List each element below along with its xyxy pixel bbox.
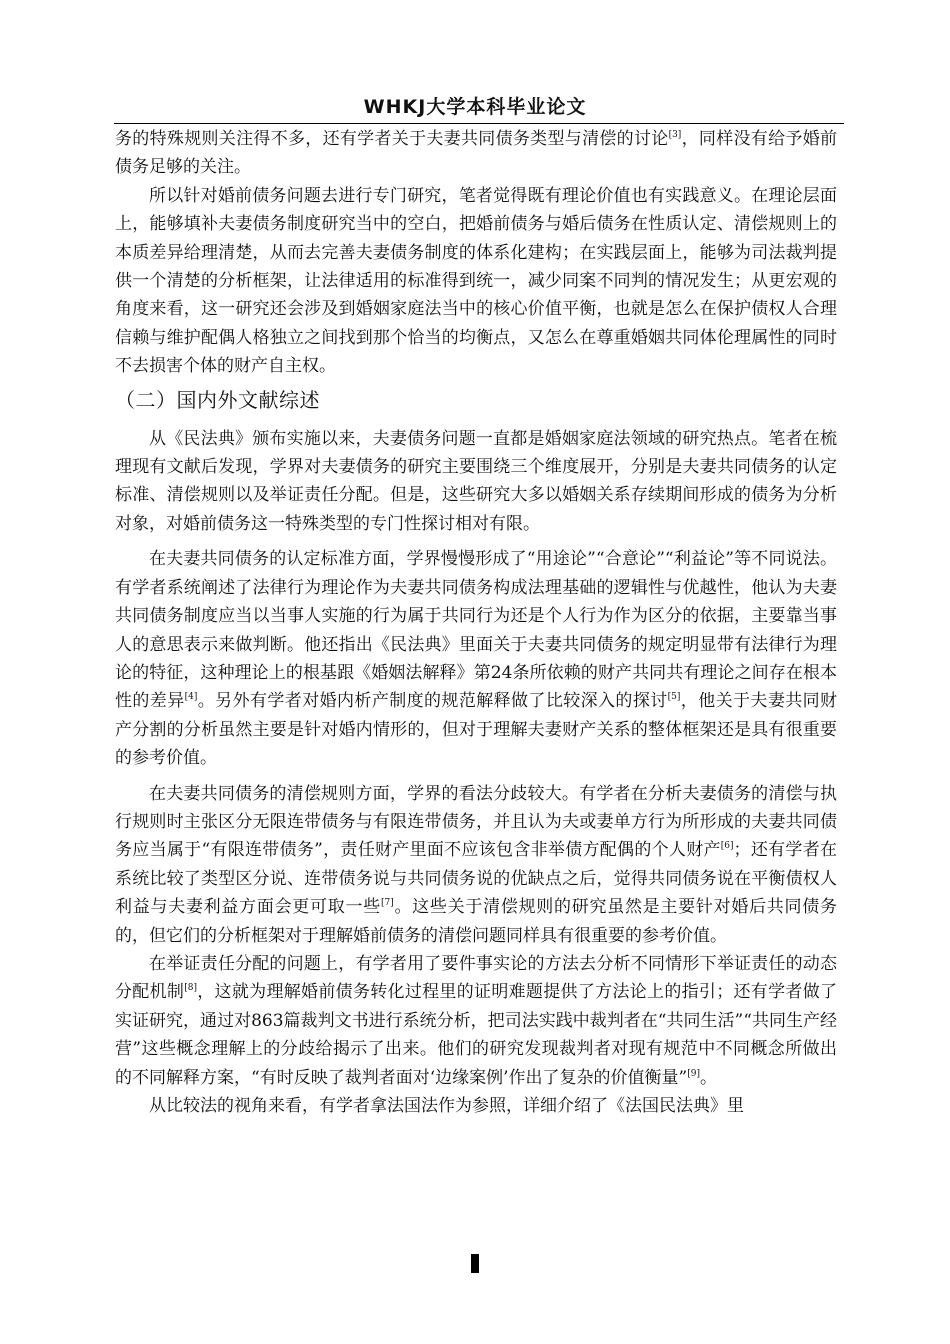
citation-ref: [7] bbox=[380, 898, 394, 909]
citation-ref: [6] bbox=[720, 841, 734, 852]
document-body bbox=[115, 125, 837, 1120]
text-run: 在举证责任分配的问题上，有学者用了要件事实论的方法去分析不同情形下举证责任的动态分配机制 bbox=[115, 953, 837, 1003]
paragraph-continued bbox=[115, 125, 837, 182]
text-run: 。另外有学者对婚内析产制度的规范解释做了比较深入的探讨 bbox=[197, 691, 668, 712]
paragraph-identification-standards bbox=[115, 545, 837, 772]
paragraph-comparative-law: 从比较法的视角来看，有学者拿法国法作为参照，详细介绍了《法国民法典》里 bbox=[149, 1096, 744, 1116]
page-number-mark bbox=[471, 1254, 479, 1273]
text-run: 在夫妻共同债务的清偿规则方面，学界的看法分歧较大。有学者在分析夫妻债务的清偿与执行规则时主张区分无限连带债务与有限连带债务，并且认为夫或妻单方行为所形成的夫妻共同债务应当属于“有限连带债务”，责任财产里面不应该包含非举债方配偶的个人财产 bbox=[115, 783, 837, 861]
citation-ref: [9] bbox=[687, 1068, 700, 1079]
paragraph-literature-intro: 从《民法典》颁布实施以来，夫妻债务问题一直都是婚姻家庭法领域的研究热点。笔者在梳理现有文献后发现，学界对夫妻债务的研究主要围绕三个维度展开，分别是夫妻共同债务的认定标准、清偿规则以及举证责任分配。但是，这些研究大多以婚姻关系存续期间形成的债务为分析对象，对婚前债务这一特殊类型的专门性探讨相对有限。 bbox=[115, 428, 837, 534]
text-run: ，他关于夫妻共同财产分割的分析虽然主要是针对婚内情形的，但对于理解夫妻财产关系的整体框架还是具有很重要的参考价值。 bbox=[115, 691, 838, 769]
citation-ref: [8] bbox=[184, 983, 197, 994]
paragraph-repayment-rules bbox=[115, 780, 837, 950]
text-run: ；还有学者在系统比较了类型区分说、连带债务说与共同债务说的优缺点之后，觉得共同债务说在平衡债权人利益与夫妻利益方面会更可取一些 bbox=[115, 840, 837, 918]
text-run: 。 bbox=[699, 1067, 717, 1088]
page-header-title: WHKJ大学本科毕业论文 bbox=[363, 96, 587, 118]
citation-ref: [5] bbox=[667, 692, 681, 703]
text-run: ，这就为理解婚前债务转化过程里的证明难题提供了方法论上的指引；还有学者做了实证研究，通过对863篇裁判文书进行系统分析，把司法实践中裁判者在“共同生活”“共同生产经营”这些概念理解上的分歧给揭示了出来。他们的研究发现裁判者对现有规范中不同概念所做出的不同解释方案，“有时反映了裁判者面对‘边缘案例’作出了复杂的价值衡量” bbox=[115, 982, 838, 1088]
text-run: ，同样没有给予婚前债务足够的关注。 bbox=[115, 129, 838, 178]
text-run: 。这些关于清偿规则的研究虽然是主要针对婚后共同债务的，但它们的分析框架对于理解婚前债务的清偿问题同样具有很重要的参考价值。 bbox=[115, 897, 837, 946]
section-heading: （二）国内外文献综述 bbox=[115, 387, 320, 412]
paragraph-burden-of-proof bbox=[115, 950, 837, 1092]
text-run: 在夫妻共同债务的认定标准方面，学界慢慢形成了“用途论”“合意论”“利益论”等不同说法。有学者系统阐述了法律行为理论作为夫妻共同债务构成法理基础的逻辑性与优越性，他认为夫妻共同债务制度应当以当事人实施的行为属于共同行为还是个人行为作为区分的依据，主要靠当事人的意思表示来做判断。他还指出《民法典》里面关于夫妻共同债务的规定明显带有法律行为理论的特征，这种理论上的根基跟《婚姻法解释》第24条所依赖的财产共同共有理论之间存在根本性的差异 bbox=[115, 549, 837, 712]
header-divider bbox=[114, 123, 844, 124]
text-run: 务的特殊规则关注得不多，还有学者关于夫妻共同债务类型与清偿的讨论 bbox=[115, 129, 669, 149]
paragraph-research-significance: 所以针对婚前债务问题去进行专门研究，笔者觉得既有理论价值也有实践意义。在理论层面上，能够填补夫妻债务制度研究当中的空白，把婚前债务与婚后债务在性质认定、清偿规则上的本质差异给理清楚，从而去完善夫妻债务制度的体系化建构；在实践层面上，能够为司法裁判提供一个清楚的分析框架，让法律适用的标准得到统一，减少同案不同判的情况发生；从更宏观的角度来看，这一研究还会涉及到婚姻家庭法当中的核心价值平衡，也就是怎么在保护债权人合理信赖与维护配偶人格独立之间找到那个恰当的均衡点，又怎么在尊重婚姻共同体伦理属性的同时不去损害个体的财产自主权。 bbox=[115, 185, 837, 377]
citation-ref: [3] bbox=[668, 130, 682, 140]
citation-ref: [4] bbox=[184, 692, 198, 703]
